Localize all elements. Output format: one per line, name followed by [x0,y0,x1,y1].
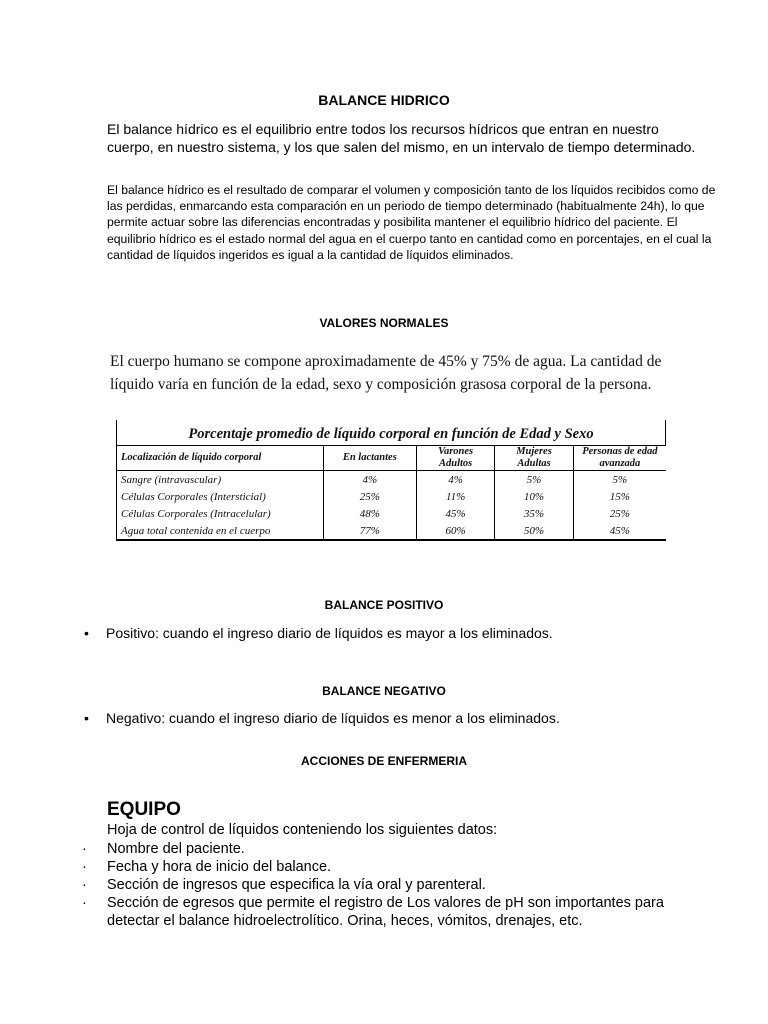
list-marker: · [82,877,87,893]
table-cell: 25% [573,505,666,522]
body-fluid-table [116,420,666,541]
valores-text: El cuerpo humano se compone aproximadamente de 45% y 75% de agua. La cantidad de líquido varía en función de la edad, sexo y composición grasosa corporal de la persona. [110,353,662,393]
negativo-bullet-item [84,710,560,726]
table-cell: 4% [416,471,494,489]
positivo-bullet-item [84,625,553,641]
table-cell: 35% [495,505,573,522]
table-row [117,505,667,522]
list-item [82,876,682,894]
table-header-cell: Varones Adultos [416,446,494,471]
valores-normales-heading: VALORES NORMALES [319,316,449,330]
table-cell: 15% [573,488,666,505]
table-cell: 11% [416,488,494,505]
table-cell: 45% [416,505,494,522]
list-marker: · [82,895,87,911]
table-header-cell: Localización de líquido corporal [117,446,324,471]
table-cell: 10% [495,488,573,505]
equipo-lead: Hoja de control de líquidos conteniendo los siguientes datos: [107,822,498,838]
table-cell: Células Corporales (Intracelular) [117,505,324,522]
table-cell: 77% [323,522,416,540]
negativo-bullet-text: Negativo: cuando el ingreso diario de líquidos es menor a los eliminados. [106,710,560,726]
table-cell: 50% [495,522,573,540]
table-row [117,522,667,540]
list-item [82,858,682,876]
bullet-marker: • [84,625,89,641]
table-cell: 4% [323,471,416,489]
intro-paragraph: El balance hídrico es el equilibrio entre todos los recursos hídricos que entran en nuestro cuerpo, en nuestro sistema, y los que salen del mismo, en un intervalo de tiempo determinado. [107,121,696,155]
list-item-text: Sección de egresos que permite el registro de Los valores de pH son importantes para detectar el balance hidroelectrolítico. Orina, heces, vómitos, drenajes, etc. [107,895,664,929]
table-cell: 5% [573,471,666,489]
table-caption: Porcentaje promedio de líquido corporal en función de Edad y Sexo [116,420,666,445]
list-item [82,894,682,930]
table-cell: 5% [495,471,573,489]
list-item [82,840,682,858]
bullet-marker: • [84,710,89,726]
table-header-cell: Personas de edad avanzada [573,446,666,471]
balance-negativo-heading: BALANCE NEGATIVO [322,684,446,698]
page-title: BALANCE HIDRICO [318,92,450,108]
table-header-cell: En lactantes [323,446,416,471]
equipo-list [82,840,682,930]
table-cell: 60% [416,522,494,540]
list-marker: · [82,859,87,875]
table-cell: Células Corporales (Intersticial) [117,488,324,505]
table-row [117,471,667,489]
list-item-text: Nombre del paciente. [107,841,245,857]
table-header-cell: Mujeres Adultas [495,446,573,471]
table-cell: Agua total contenida en el cuerpo [117,522,324,540]
list-marker: · [82,841,87,857]
acciones-enfermeria-heading: ACCIONES DE ENFERMERIA [300,754,467,768]
balance-positivo-heading: BALANCE POSITIVO [324,598,444,612]
table-cell: Sangre (intravascular) [117,471,324,489]
positivo-bullet-text: Positivo: cuando el ingreso diario de líquidos es mayor a los eliminados. [106,625,553,641]
detail-paragraph: El balance hídrico es el resultado de comparar el volumen y composición tanto de los líquidos recibidos como de las perdidas, enmarcando esta comparación en un periodo de tiempo determinado (habitualmente 24h), lo que permite actuar sobre las diferencias encontradas y posibilita mantener el equilibrio hídrico del paciente. El equilibrio hídrico es el estado normal del agua en el cuerpo tanto en cantidad como en porcentajes, en el cual la cantidad de líquidos ingeridos es igual a la cantidad de líquidos eliminados. [107,183,716,262]
table-cell: 48% [323,505,416,522]
table-row [117,488,667,505]
list-item-text: Fecha y hora de inicio del balance. [107,859,332,875]
list-item-text: Sección de ingresos que especifica la vía oral y parenteral. [107,877,486,893]
table-header-row [117,446,667,471]
table-cell: 25% [323,488,416,505]
table-cell: 45% [573,522,666,540]
equipo-heading: EQUIPO [107,799,181,820]
